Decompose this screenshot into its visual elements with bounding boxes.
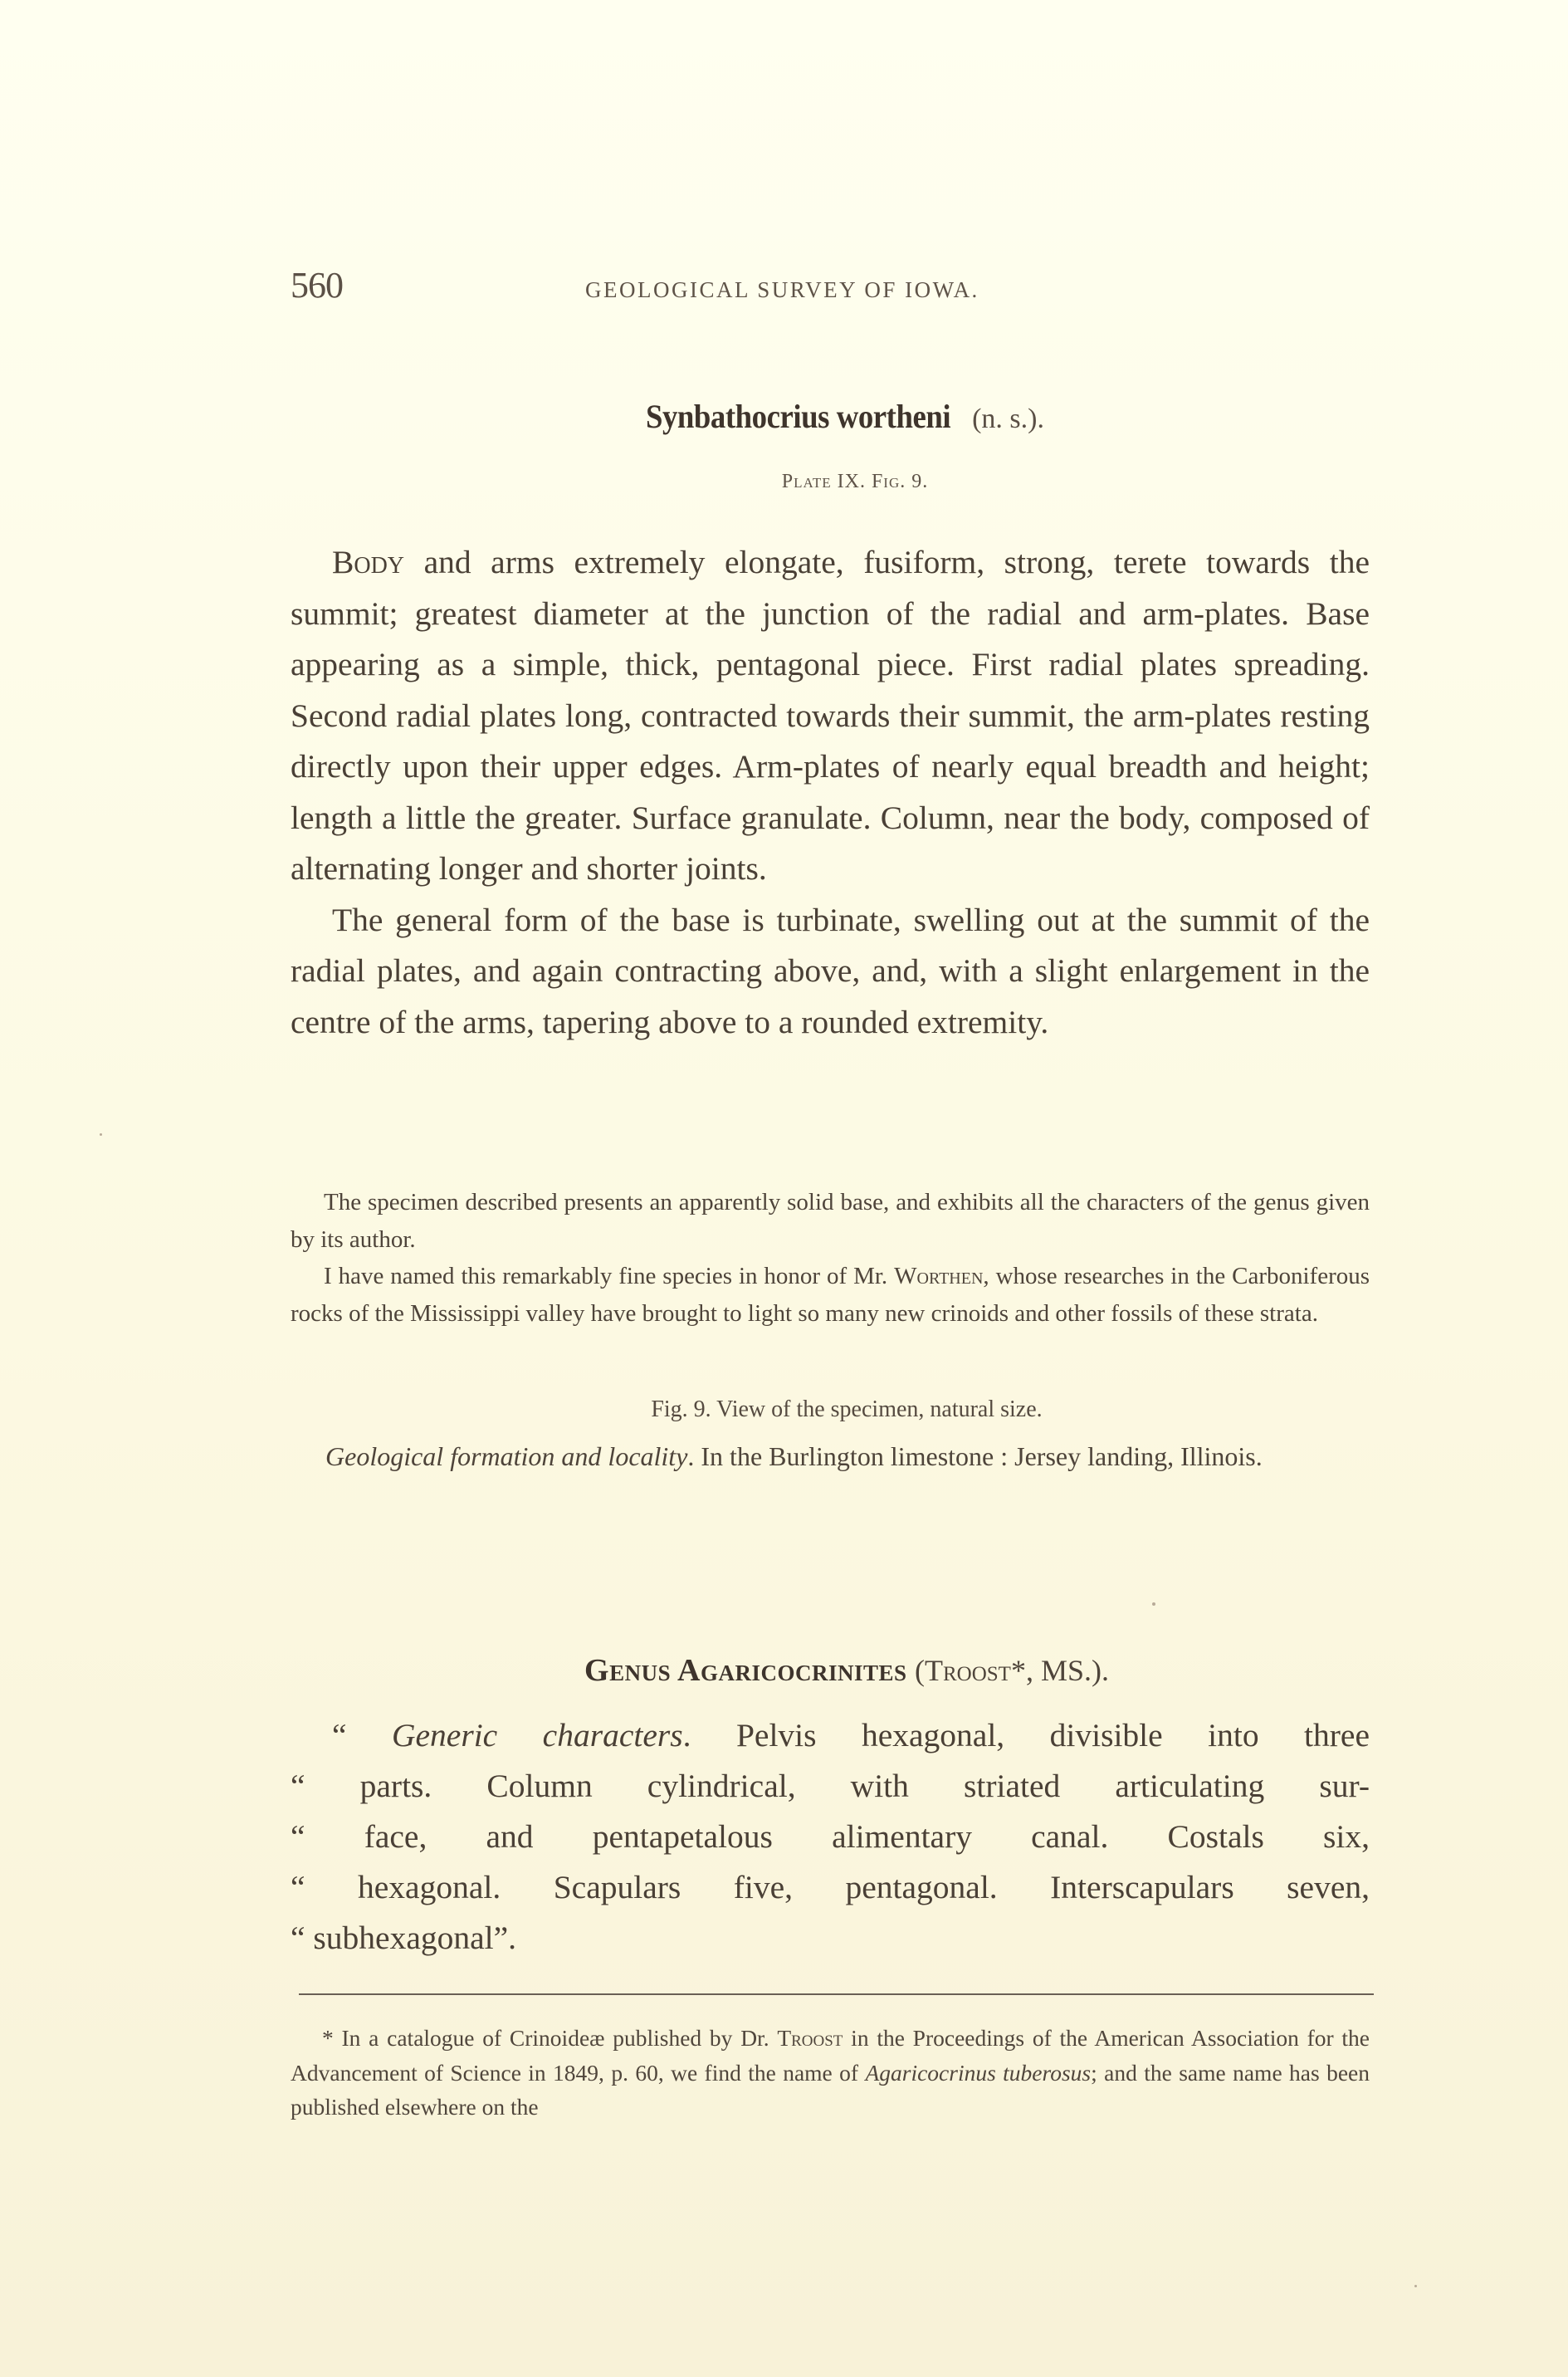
- quote-mark: “: [291, 1869, 359, 1905]
- quote-line: [291, 1913, 1370, 1964]
- quote-text: hexagonal. Scapulars five, pentagonal. Interscapulars seven,: [358, 1869, 1370, 1905]
- locality-note: [291, 1435, 1370, 1478]
- person-name: Worthen: [894, 1263, 984, 1289]
- remark-text: The specimen described presents an apparently solid base, and exhibits all the characters of the genus given by its author.: [291, 1189, 1370, 1253]
- species-heading: [291, 397, 1370, 436]
- quote-text: subhexagonal”.: [313, 1920, 517, 1956]
- remark-text: , whose researches in the Carboniferous rocks of the Mississippi valley have brought to light so many new crinoids and other fossils of these strata.: [291, 1263, 1370, 1327]
- remark-text: I have named this remarkably fine species in honor of Mr.: [324, 1263, 895, 1289]
- footnote-text: In a catalogue of Crinoideæ published by Dr.: [341, 2025, 778, 2051]
- quote-italic: Generic characters: [392, 1717, 683, 1753]
- running-head: [291, 264, 1370, 314]
- paren-open: (: [915, 1654, 925, 1687]
- paragraph-text: and arms extremely elongate, fusiform, strong, terete towards the summit; greatest diameter at the junction of the radial and arm-plates. Base appearing as a simple, thick, pentagonal piece. First radial plates spreading. Second radial plates long, contracted towards their summit, the arm-plates resting directly upon their upper edges. Arm-plates of nearly equal breadth and height; length a little the greater. Surface granulate. Column, near the body, composed of alternating longer and shorter joints.: [291, 544, 1370, 887]
- footnote-paragraph: [291, 2021, 1370, 2125]
- genus-heading: [291, 1652, 1370, 1689]
- quote-mark: “: [291, 1818, 364, 1855]
- locality-label: Geological formation and locality: [325, 1441, 688, 1471]
- genus-name: Genus Agaricocrinites: [584, 1653, 907, 1688]
- footnote-marker: *: [322, 2025, 342, 2051]
- page-number: 560: [291, 265, 343, 306]
- author-name: Troost: [925, 1654, 1011, 1687]
- quote-mark: “: [291, 1920, 314, 1956]
- genus-author: [915, 1654, 1109, 1687]
- remark-paragraph: [291, 1258, 1370, 1332]
- footnote-text: in the Proceedings of the American Association for the Advancement of Science in 1849, p. 60, we find the name of: [291, 2025, 1370, 2086]
- paper-speck: [1152, 1602, 1155, 1606]
- generic-characters-quote: [291, 1710, 1370, 1964]
- species-remarks: [291, 1184, 1370, 1332]
- footnote-text: ; and the same name has been published elsewhere on the: [291, 2059, 1370, 2120]
- paragraph-text: The general form of the base is turbinate, swelling out at the summit of the radial plates, and again contracting above, and, with a slight enlargement in the centre of the arms, tapering above to a rounded extremity.: [291, 901, 1370, 1040]
- quote-line: [291, 1812, 1370, 1862]
- quote-text: face, and pentapetalous alimentary canal. Costals six,: [364, 1818, 1370, 1855]
- species-name: Synbathocrius wortheni: [645, 398, 951, 435]
- plate-reference: Plate IX. Fig. 9.: [781, 471, 929, 492]
- paper-speck: [1414, 2285, 1417, 2287]
- species-description: [291, 537, 1370, 1048]
- quote-line: [291, 1862, 1370, 1913]
- author-rest: *, MS.).: [1010, 1654, 1109, 1687]
- locality-text: . In the Burlington limestone : Jersey landing, Illinois.: [687, 1441, 1263, 1471]
- remark-paragraph: [291, 1184, 1370, 1258]
- running-title: GEOLOGICAL SURVEY OF IOWA.: [585, 277, 979, 302]
- lead-word: Body: [332, 544, 405, 580]
- figure-caption: Fig. 9. View of the specimen, natural size.: [651, 1396, 1043, 1422]
- quote-text: . Pelvis hexagonal, divisible into three: [682, 1717, 1370, 1753]
- species-status: (n. s.).: [972, 404, 1044, 434]
- species-name-italic: Agaricocrinus tuberosus: [865, 2059, 1092, 2086]
- description-paragraph: [291, 895, 1370, 1049]
- paper-speck: [100, 1133, 102, 1136]
- quote-line: [291, 1761, 1370, 1812]
- footnote: [291, 2021, 1370, 2125]
- author-name: Troost: [777, 2025, 843, 2051]
- locality-paragraph: [291, 1435, 1370, 1478]
- quote-mark: “: [332, 1717, 392, 1753]
- footnote-divider: [299, 1993, 1374, 1995]
- quote-mark: “: [291, 1768, 360, 1804]
- quote-text: parts. Column cylindrical, with striated articulating sur-: [359, 1768, 1370, 1804]
- quote-line: [291, 1710, 1370, 1761]
- description-paragraph: [291, 537, 1370, 895]
